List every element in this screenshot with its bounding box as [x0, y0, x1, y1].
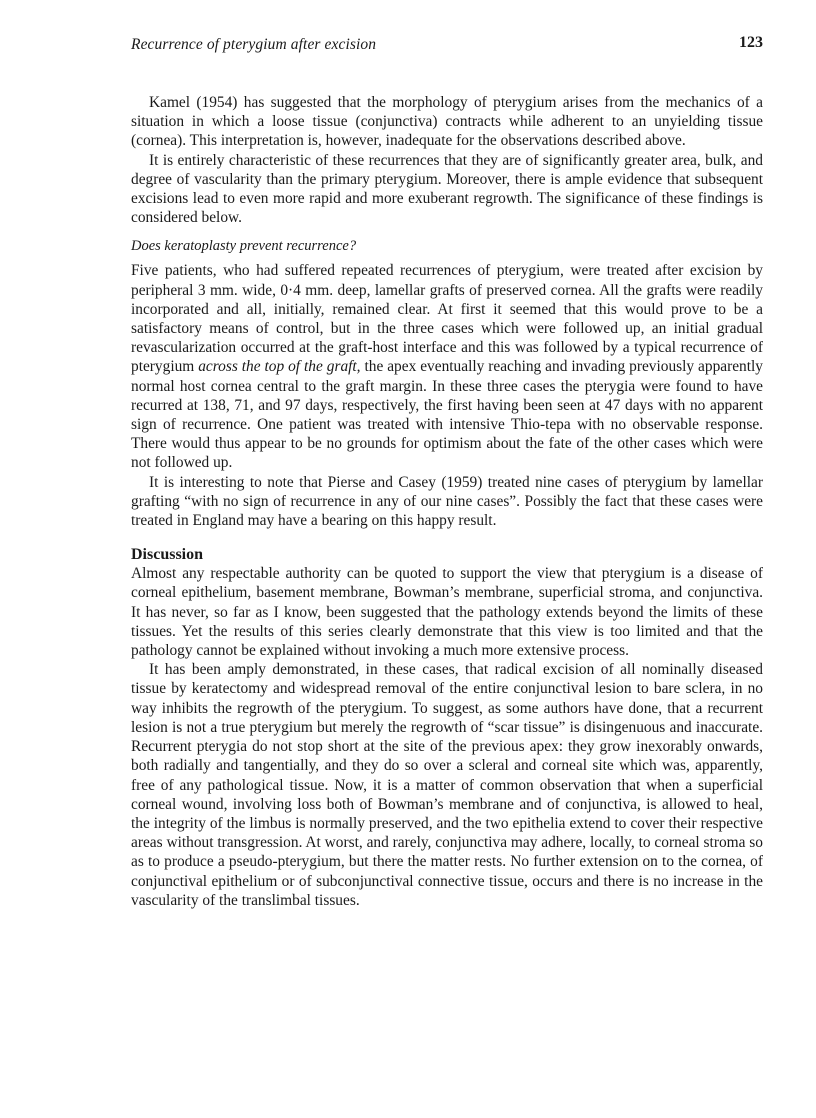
paragraph-discussion-1: Almost any respectable authority can be quoted to support the view that pterygium is a disease of corneal epithelium, basement membrane, Bowman’s membrane, superficial stroma, and conjunctiva. It has never, so far as I know, been suggested that the pathology extends beyond the limits of these tissues. Yet the results of this series clearly demonstrate that this view is too limited and that the pathology cannot be explained without invoking a much more extensive process.: [131, 565, 763, 660]
page-number: 123: [739, 34, 763, 51]
subheading-keratoplasty: Does keratoplasty prevent recurrence?: [131, 238, 357, 255]
paragraph-discussion-2: It has been amply demonstrated, in these cases, that radical excision of all nominally diseased tissue by keratectomy and widespread removal of the entire conjunctival lesion to bare sclera, in no way inhibits the regrowth of the pterygium. To suggest, as some authors have done, that a recurrent lesion is not a true pterygium but merely the regrowth of “scar tissue” is disingenuous and inaccurate. Recurrent pterygia do not stop short at the site of the previous apex: they grow inexorably onwards, both radially and tangentially, and they do so over a scleral and corneal site which was, apparently, free of any pathological tissue. Now, it is a matter of common observation that when a superficial corneal wound, involving loss both of Bowman’s membrane and of conjunctiva, is allowed to heal, the integrity of the limbus is normally preserved, and the two epithelia extend to cover their respective areas without transgression. At worst, and rarely, conjunctiva may adhere, locally, to corneal stroma so as to produce a pseudo-pterygium, but there the matter rests. No further extension on to the cornea, of conjunctival epithelium or of subconjunctival connective tissue, occurs and there is no increase in the vascularity of the translimbal tissues.: [131, 661, 763, 909]
paragraph-grafts: [131, 261, 763, 472]
paragraph-grafts-emphasis: across the top of the graft,: [198, 358, 361, 376]
section-heading-discussion: Discussion: [131, 546, 204, 564]
paragraph-recurrence-characteristics: It is entirely characteristic of these recurrences that they are of significantly greater area, bulk, and degree of vascularity than the primary pterygium. Moreover, there is ample evidence that subsequent excisions lead to even more rapid and more exuberant regrowth. The significance of these findings is considered below.: [131, 151, 763, 227]
paragraph-grafts-text-2: the apex eventually reaching and invading previously apparently normal host cornea central to the graft margin. In these three cases the pterygia were found to have recurred at 138, 71, and 97 days, respectively, the first having been seen at 47 days with no apparent sign of recurrence. One patient was treated with intensive Thio-tepa with no observable response. There would thus appear to be no grounds for optimism about the fate of the other cases which were not followed up.: [131, 358, 763, 472]
article-body: [131, 93, 763, 910]
paragraph-grafts-text-1: Five patients, who had suffered repeated recurrences of pterygium, were treated after excision by peripheral 3 mm. wide, 0·4 mm. deep, lamellar grafts of preserved cornea. All the grafts were readily incorporated and all, initially, remained clear. At first it seemed that this would prove to be a satisfactory means of control, but in the three cases which were followed up, an initial gradual revascularization occurred at the graft-host interface and this was followed by a typical recurrence of pterygium: [131, 262, 763, 376]
page-header: [131, 36, 763, 58]
running-title: Recurrence of pterygium after excision: [131, 36, 377, 53]
paragraph-kamel: Kamel (1954) has suggested that the morphology of pterygium arises from the mechanics of a situation in which a loose tissue (conjunctiva) contracts while adherent to an unyielding tissue (cornea). This interpretation is, however, inadequate for the observations described above.: [131, 94, 763, 150]
paragraph-pierse-casey: It is interesting to note that Pierse and Casey (1959) treated nine cases of pterygium by lamellar grafting “with no sign of recurrence in any of our nine cases”. Possibly the fact that these cases were treated in England may have a bearing on this happy result.: [131, 473, 763, 530]
